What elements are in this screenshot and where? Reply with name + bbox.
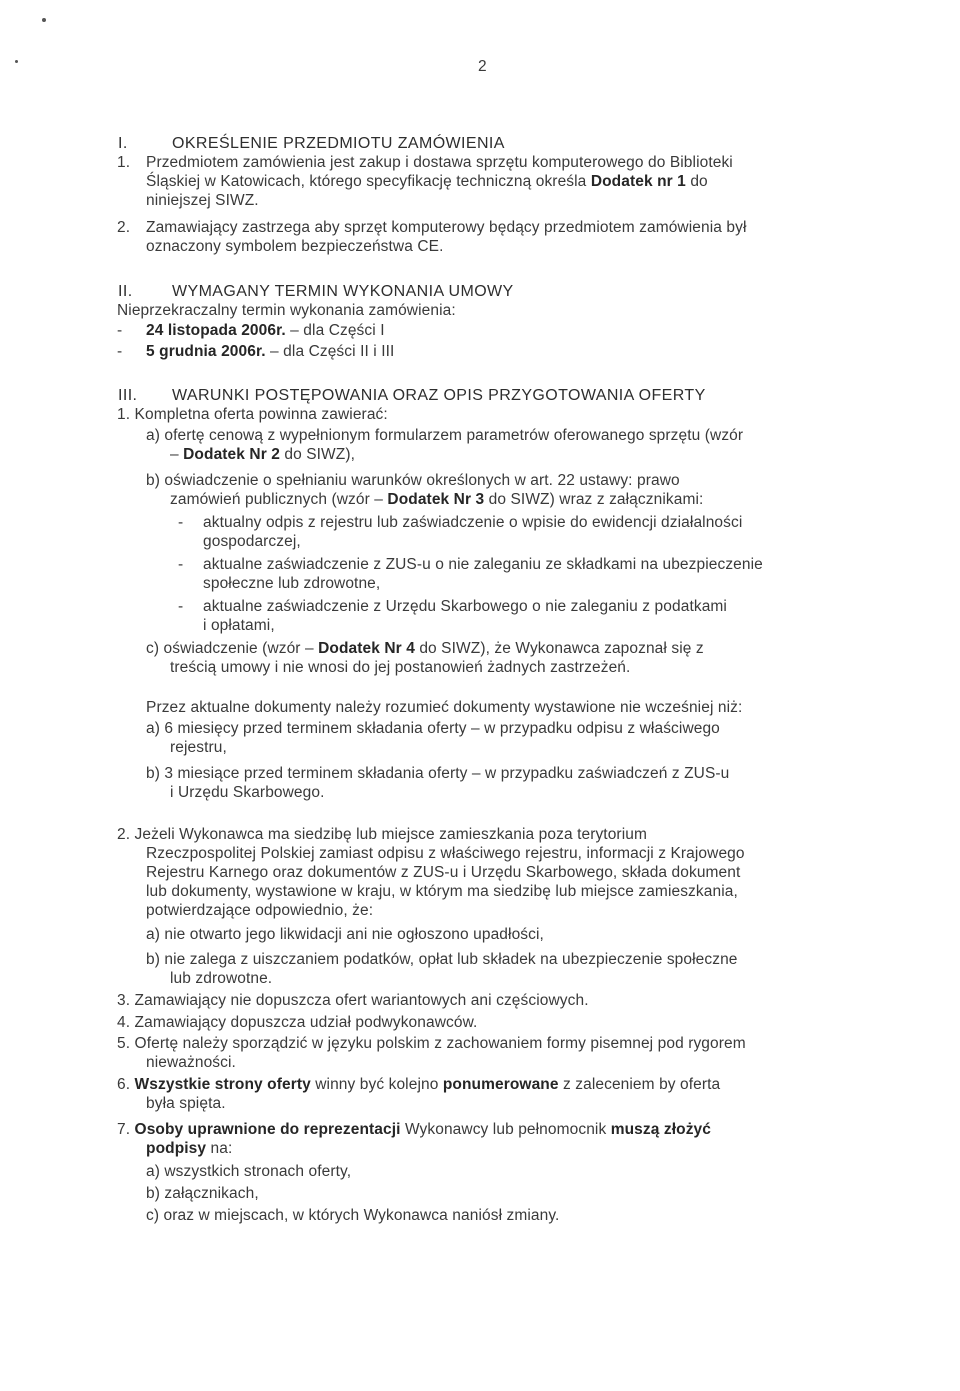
section-1-title: OKREŚLENIE PRZEDMIOTU ZAMÓWIENIA — [172, 135, 505, 152]
s3-p2-line8: lub zdrowotne. — [170, 970, 273, 987]
s1-item1-line1: Przedmiotem zamówienia jest zakup i dostawa sprzętu komputerowego do Biblioteki — [146, 154, 733, 171]
s1-item1-num: 1. — [117, 154, 131, 171]
s1-item2-line1: Zamawiający zastrzega aby sprzęt komputerowy będący przedmiotem zamówienia był — [146, 219, 747, 236]
s3-dash: - — [178, 514, 184, 531]
dodatek-1-ref: Dodatek nr 1 — [590, 173, 686, 190]
s3-p2-line6: a) nie otwarto jego likwidacji ani nie ogłoszono upadłości, — [146, 926, 544, 943]
page-number: 2 — [478, 58, 487, 75]
s2-date-2: 5 grudnia 2006r. – dla Części II i III — [146, 343, 395, 360]
s3-p7-line2: podpisy na: — [146, 1140, 233, 1157]
s3-p5-line1: 5. Ofertę należy sporządzić w języku polskim z zachowaniem formy pisemnej pod rygorem — [117, 1035, 746, 1052]
s3-p2-line2: Rzeczpospolitej Polskiej zamiast odpisu z właściwego rejestru, informacji z Krajowego — [146, 845, 745, 862]
s3-p1: 1. Kompletna oferta powinna zawierać: — [117, 406, 388, 423]
s3-docs-a-line1: a) 6 miesięcy przed terminem składania oferty – w przypadku odpisu z właściwego — [146, 720, 720, 737]
s3-p4: 4. Zamawiający dopuszcza udział podwykonawców. — [117, 1014, 478, 1031]
s3-p6-line2: była spięta. — [146, 1095, 226, 1112]
s3-dash1-line1: aktualny odpis z rejestru lub zaświadczenie o wpisie do ewidencji działalności — [203, 514, 743, 531]
s3-a-line1: a) ofertę cenową z wypełnionym formularzem parametrów oferowanego sprzętu (wzór — [146, 427, 744, 444]
s3-dash3-line2: i opłatami, — [203, 617, 275, 634]
s1-item2-line2: oznaczony symbolem bezpieczeństwa CE. — [146, 238, 444, 255]
s3-dash2-line2: społeczne lub zdrowotne, — [203, 575, 381, 592]
s3-p2-line7: b) nie zalega z uiszczaniem podatków, opłat lub składek na ubezpieczenie społeczne — [146, 951, 738, 968]
s1-item2-num: 2. — [117, 219, 131, 236]
s3-dash: - — [178, 598, 184, 615]
scan-speck — [15, 60, 18, 63]
s3-p3: 3. Zamawiający nie dopuszcza ofert wariantowych ani częściowych. — [117, 992, 589, 1009]
s3-docs-intro: Przez aktualne dokumenty należy rozumieć dokumenty wystawione nie wcześniej niż: — [146, 699, 743, 716]
s3-p2-line1: 2. Jeżeli Wykonawca ma siedzibę lub miejsce zamieszkania poza terytorium — [117, 826, 647, 843]
s3-p5-line2: nieważności. — [146, 1054, 236, 1071]
section-2-title: WYMAGANY TERMIN WYKONANIA UMOWY — [172, 283, 514, 300]
s3-c-line2: treścią umowy i nie wnosi do jej postanowień żadnych zastrzeżeń. — [170, 659, 631, 676]
scan-speck — [42, 18, 46, 22]
s3-docs-b-line1: b) 3 miesiące przed terminem składania oferty – w przypadku zaświadczeń z ZUS-u — [146, 765, 730, 782]
s3-p7-line1: 7. Osoby uprawnione do reprezentacji Wykonawcy lub pełnomocnik muszą złożyć — [117, 1121, 711, 1138]
s1-item1-line2: Śląskiej w Katowicach, którego specyfikację techniczną określa Dodatek nr 1 do — [146, 173, 708, 190]
s3-p6-line1: 6. Wszystkie strony oferty winny być kolejno ponumerowane z zaleceniem by oferta — [117, 1076, 721, 1093]
s3-p2-line5: potwierdzające odpowiednio, że: — [146, 902, 374, 919]
s3-dash2-line1: aktualne zaświadczenie z ZUS-u o nie zaleganiu ze składkami na ubezpieczenie — [203, 556, 763, 573]
s3-p7-a: a) wszystkich stronach oferty, — [146, 1163, 352, 1180]
s3-docs-b-line2: i Urzędu Skarbowego. — [170, 784, 325, 801]
s3-dash: - — [178, 556, 184, 573]
s3-p2-line4: lub dokumenty, wystawione w kraju, w którym ma siedzibę lub miejsce zamieszkania, — [146, 883, 738, 900]
s3-a-line2: – Dodatek Nr 2 do SIWZ), — [170, 446, 356, 463]
s3-p7-c: c) oraz w miejscach, w których Wykonawca naniósł zmiany. — [146, 1207, 560, 1224]
s2-dash-1: - — [117, 322, 123, 339]
section-3-numeral: III. — [118, 387, 138, 404]
s3-p2-line3: Rejestru Karnego oraz dokumentów z ZUS-u i Urzędu Skarbowego, składa dokument — [146, 864, 741, 881]
section-3-title: WARUNKI POSTĘPOWANIA ORAZ OPIS PRZYGOTOWANIA OFERTY — [172, 387, 706, 404]
s2-intro: Nieprzekraczalny termin wykonania zamówienia: — [117, 302, 456, 319]
section-2-numeral: II. — [118, 283, 133, 300]
s2-dash-2: - — [117, 343, 123, 360]
s3-c-line1: c) oświadczenie (wzór – Dodatek Nr 4 do SIWZ), że Wykonawca zapoznał się z — [146, 640, 704, 657]
s3-dash1-line2: gospodarczej, — [203, 533, 301, 550]
section-1-numeral: I. — [118, 135, 128, 152]
s3-b-line1: b) oświadczenie o spełnianiu warunków określonych w art. 22 ustawy: prawo — [146, 472, 680, 489]
s3-docs-a-line2: rejestru, — [170, 739, 227, 756]
s1-item1-line3: niniejszej SIWZ. — [146, 192, 259, 209]
s3-dash3-line1: aktualne zaświadczenie z Urzędu Skarbowego o nie zaleganiu z podatkami — [203, 598, 727, 615]
s2-date-1: 24 listopada 2006r. – dla Części I — [146, 322, 385, 339]
s3-b-line2: zamówień publicznych (wzór – Dodatek Nr 3 do SIWZ) wraz z załącznikami: — [170, 491, 704, 508]
s3-p7-b: b) załącznikach, — [146, 1185, 259, 1202]
